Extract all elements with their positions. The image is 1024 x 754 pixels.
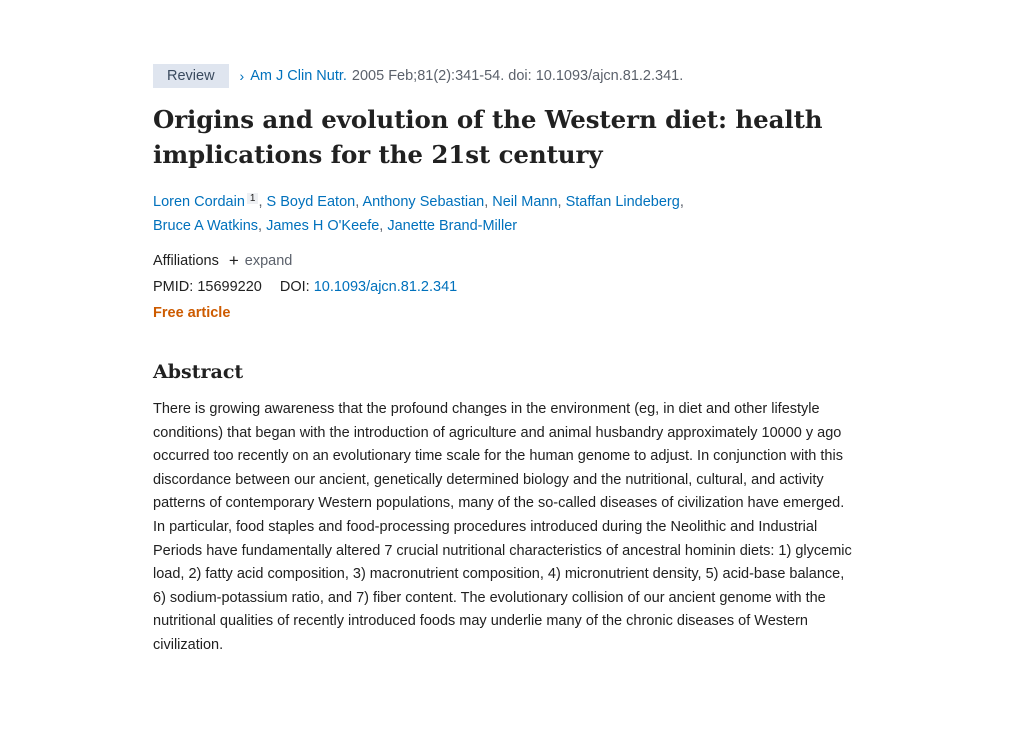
journal-link[interactable]: Am J Clin Nutr.	[250, 68, 347, 84]
expand-label: expand	[244, 253, 293, 269]
author-link[interactable]: James H O'Keefe	[266, 218, 380, 234]
plus-icon: +	[228, 251, 239, 270]
pmid-label: PMID:	[153, 279, 194, 295]
article-title: Origins and evolution of the Western diet: health implications for the 21st century	[153, 105, 823, 169]
affiliation-ref[interactable]: 1	[247, 193, 259, 204]
doi-link[interactable]: 10.1093/ajcn.81.2.341	[313, 279, 458, 295]
author-link[interactable]: Neil Mann	[492, 194, 558, 210]
author-link[interactable]: Anthony Sebastian	[362, 194, 485, 210]
abstract-text: There is growing awareness that the profound changes in the environment (eg, in diet and other lifestyle conditions) that began with the introduction of agriculture and animal husbandry approximately 10000 y ago occurred too recently on an evolutionary time scale for the human genome to adjust. In conjunction with this discordance between our ancient, genetically determined biology and the nutritional, cultural, and activity patterns of contemporary Western populations, many of the so-called diseases of civilization have emerged. In particular, food staples and food-processing procedures introduced during the Neolithic and Industrial Periods have fundamentally altered 7 crucial nutritional characteristics of ancestral hominin diets: 1) glycemic load, 2) fatty acid composition, 3) macronutrient composition, 4) micronutrient density, 5) acid-base balance, 6) sodium-potassium ratio, and 7) fiber content. The evolutionary collision of our ancient genome with the nutritional qualities of recently introduced foods may underlie many of the chronic diseases of Western civilization.	[153, 401, 852, 653]
author-link[interactable]: Bruce A Watkins	[153, 218, 259, 234]
affiliations-label: Affiliations	[153, 253, 219, 269]
abstract-heading: Abstract	[153, 361, 244, 383]
author-link[interactable]: S Boyd Eaton	[266, 194, 356, 210]
expand-affiliations-button[interactable]	[229, 249, 293, 273]
review-badge[interactable]: Review	[153, 64, 229, 88]
author-link[interactable]: Loren Cordain	[153, 194, 245, 210]
free-article-label: Free article	[153, 305, 231, 321]
citation-row	[153, 64, 863, 88]
article-page	[153, 64, 863, 658]
author-link[interactable]: Janette Brand-Miller	[387, 218, 518, 234]
identifiers-row	[153, 275, 863, 299]
chevron-right-icon[interactable]: ›	[239, 68, 245, 84]
doi-label: DOI:	[279, 279, 310, 295]
affiliations-row	[153, 249, 863, 273]
citation-text: 2005 Feb;81(2):341-54. doi: 10.1093/ajcn.81.2.341.	[351, 68, 684, 84]
author-link[interactable]: Staffan Lindeberg	[565, 194, 680, 210]
author-list: Loren Cordain $^1$ , S Boyd Eaton, Anthony Sebastian, Neil Mann, Staffan Lindeberg, Bruce A Watkins, James H O'Keefe, Janette Brand-Miller	[153, 193, 684, 234]
pmid-value: 15699220	[197, 279, 262, 295]
